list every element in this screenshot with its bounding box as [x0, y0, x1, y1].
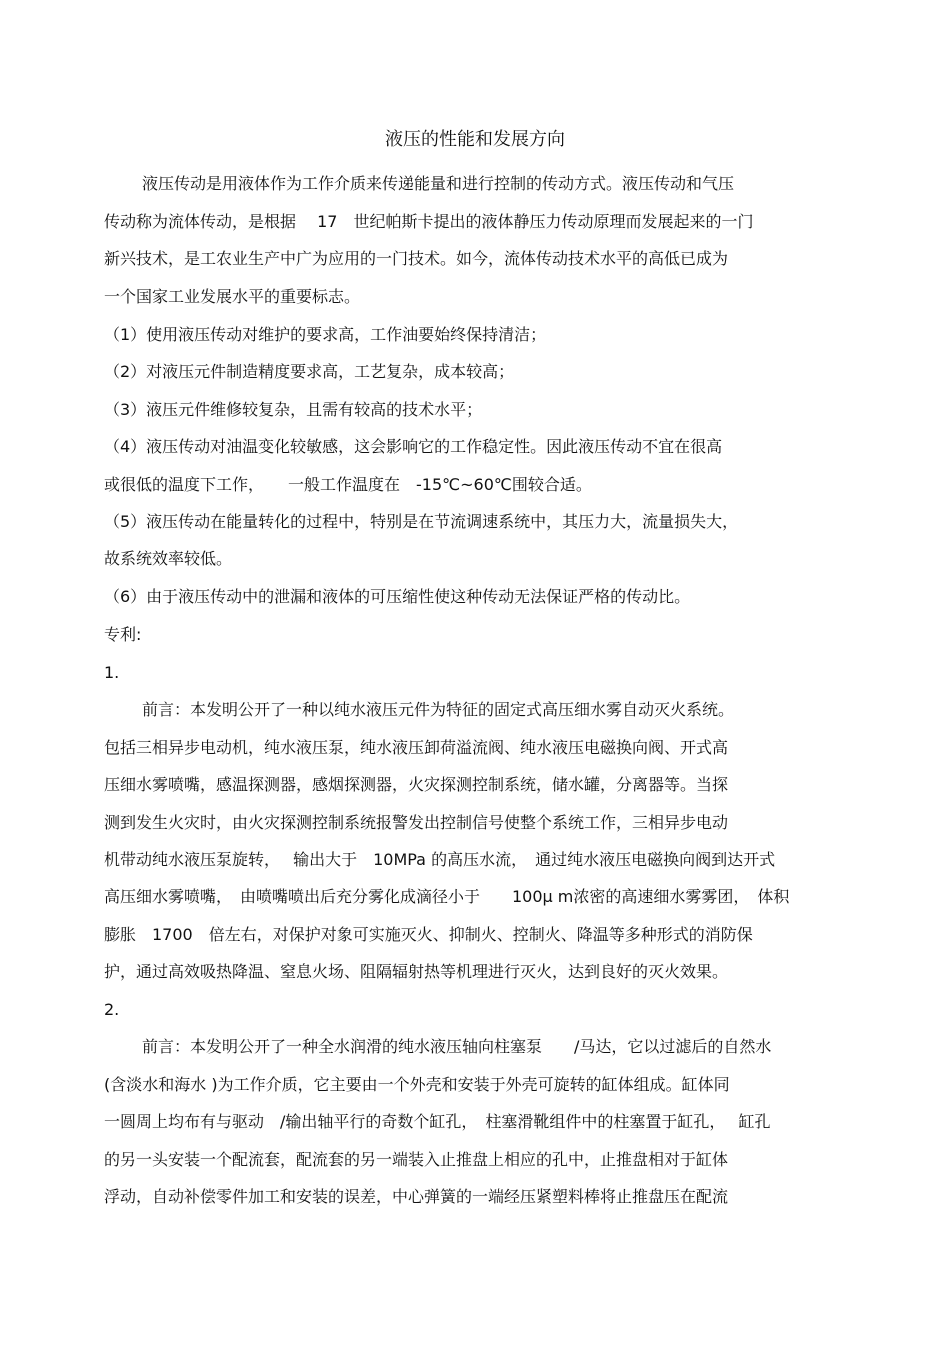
patent-text-line: 压细水雾喷嘴，感温探测器，感烟探测器，火灾探测控制系统，储水罐，分离器等。当探 — [104, 775, 729, 794]
patent-text-line: 前言：本发明公开了一种以纯水液压元件为特征的固定式高压细水雾自动灭火系统。 — [142, 700, 735, 719]
intro-line: 一个国家工业发展水平的重要标志。 — [104, 287, 361, 306]
patent-text-line: 前言：本发明公开了一种全水润滑的纯水液压轴向柱塞泵 /马达，它以过滤后的自然水 — [142, 1037, 772, 1056]
list-item: （6）由于液压传动中的泄漏和液体的可压缩性使这种传动无法保证严格的传动比。 — [104, 587, 691, 606]
patent-text-line: 的另一头安装一个配流套，配流套的另一端装入止推盘上相应的孔中，止推盘相对于缸体 — [104, 1150, 729, 1169]
patent-text-line: (含淡水和海水 )为工作介质，它主要由一个外壳和安装于外壳可旋转的缸体组成。缸体同 — [104, 1075, 730, 1094]
intro-line: 新兴技术，是工农业生产中广为应用的一门技术。如今，流体传动技术水平的高低已成为 — [104, 249, 729, 268]
list-item: （2）对液压元件制造精度要求高，工艺复杂，成本较高； — [104, 362, 515, 381]
intro-line: 传动称为流体传动，是根据 17 世纪帕斯卡提出的液体静压力传动原理而发展起来的一门 — [104, 212, 754, 231]
list-item-continuation: 或很低的温度下工作， 一般工作温度在 -15℃~60℃围较合适。 — [104, 475, 592, 494]
document-title: 液压的性能和发展方向 — [385, 129, 565, 150]
intro-line: 液压传动是用液体作为工作介质来传递能量和进行控制的传动方式。液压传动和气压 — [142, 174, 735, 193]
patent-text-line: 高压细水雾喷嘴， 由喷嘴喷出后充分雾化成滴径小于 100μ m浓密的高速细水雾雾团， 体积 — [104, 887, 790, 906]
list-item: （3）液压元件维修较复杂，且需有较高的技术水平； — [104, 400, 483, 419]
list-item: （4）液压传动对油温变化较敏感，这会影响它的工作稳定性。因此液压传动不宜在很高 — [104, 437, 723, 456]
patent-text-line: 机带动纯水液压泵旋转， 输出大于 10MPa 的高压水流， 通过纯水液压电磁换向阀到达开式 — [104, 850, 776, 869]
patent-text-line: 膨胀 1700 倍左右，对保护对象可实施灭火、抑制火、控制火、降温等多种形式的消防保 — [104, 925, 753, 944]
list-item: （1）使用液压传动对维护的要求高，工作油要始终保持清洁； — [104, 325, 547, 344]
list-item-continuation: 故系统效率较低。 — [104, 549, 233, 568]
patent-label: 专利: — [104, 625, 142, 644]
patent-text-line: 一圆周上均布有与驱动 /输出轴平行的奇数个缸孔， 柱塞滑靴组件中的柱塞置于缸孔， 缸孔 — [104, 1112, 771, 1131]
list-item: （5）液压传动在能量转化的过程中，特别是在节流调速系统中，其压力大，流量损失大， — [104, 512, 739, 531]
patent-text-line: 包括三相异步电动机，纯水液压泵，纯水液压卸荷溢流阀、纯水液压电磁换向阀、开式高 — [104, 738, 729, 757]
patent-text-line: 护，通过高效吸热降温、窒息火场、阻隔辐射热等机理进行灭火，达到良好的灭火效果。 — [104, 962, 729, 981]
patent-text-line: 测到发生火灾时，由火灾探测控制系统报警发出控制信号使整个系统工作，三相异步电动 — [104, 813, 729, 832]
patent-text-line: 浮动，自动补偿零件加工和安装的误差，中心弹簧的一端经压紧塑料棒将止推盘压在配流 — [104, 1187, 729, 1206]
patent-number: 2. — [104, 1000, 120, 1019]
patent-number: 1. — [104, 663, 120, 682]
